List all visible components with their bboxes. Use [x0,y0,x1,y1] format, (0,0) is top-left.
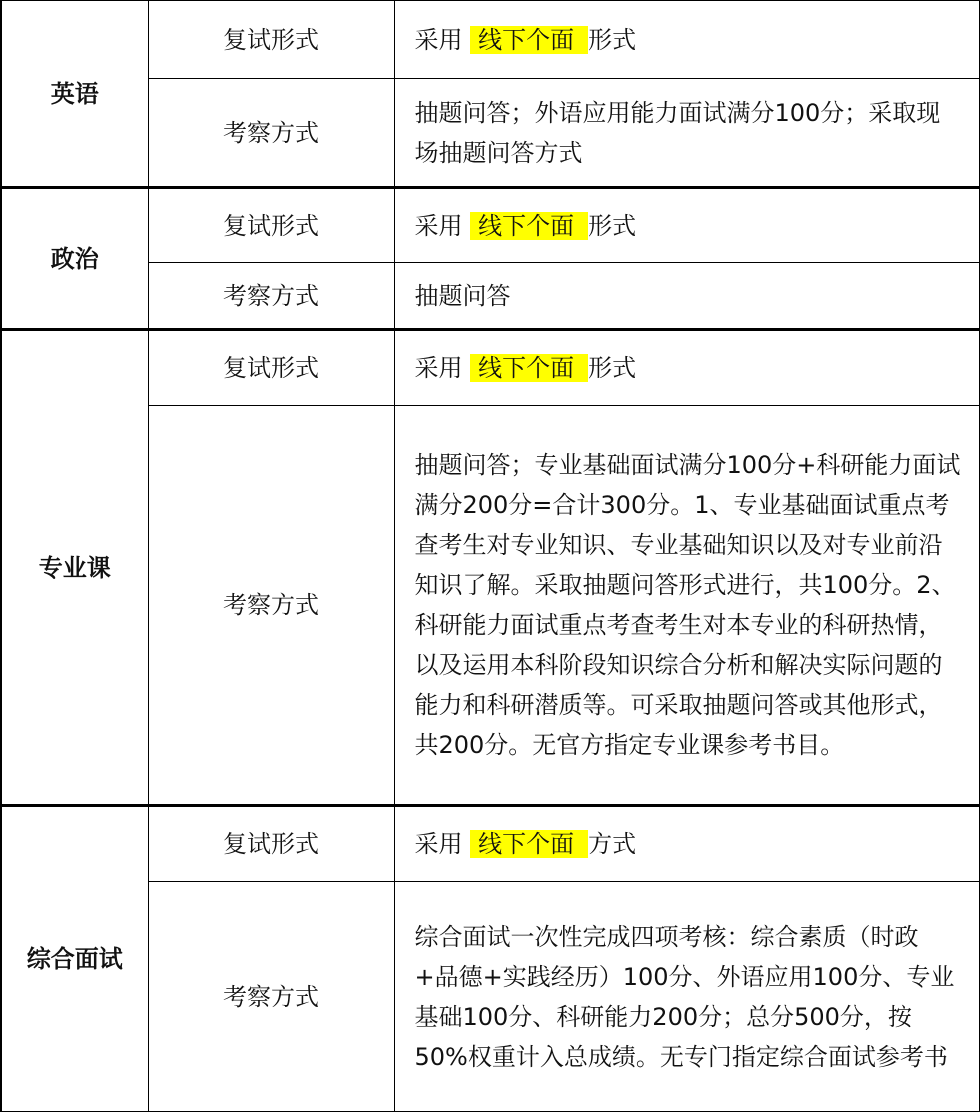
major-format-row [1,330,979,406]
format-prefix: 采用 [414,211,463,240]
politics-format-row [1,188,979,263]
format-prefix: 采用 [414,830,463,858]
format-cell [394,188,979,263]
format-suffix: 形式 [588,354,637,382]
subject-politics: 政治 [1,188,148,330]
format-label: 复试形式 [148,806,394,882]
format-label: 复试形式 [148,1,394,79]
format-cell [394,1,979,79]
highlighted-mode: 线下个面 [470,830,588,858]
format-prefix: 采用 [414,354,463,382]
english-format-row [1,1,979,79]
exam-method-text: 综合面试一次性完成四项考核：综合素质（时政+品德+实践经历）100分、外语应用100分、专业基础100分、科研能力200分；总分500分，按50%权重计入总成绩。无专门指定综合面试参考书 [394,882,979,1112]
format-cell [394,330,979,406]
subject-english: 英语 [1,1,148,188]
format-label: 复试形式 [148,188,394,263]
major-exam-row [1,406,979,806]
subject-comprehensive-interview: 综合面试 [1,806,148,1112]
interview-exam-row [1,882,979,1112]
english-exam-row [1,79,979,188]
highlighted-mode: 线下个面 [470,354,588,382]
highlighted-mode: 线下个面 [470,212,588,240]
exam-method-text: 抽题问答 [394,263,979,330]
format-suffix: 形式 [588,25,637,54]
subject-major-course: 专业课 [1,330,148,806]
exam-method-label: 考察方式 [148,263,394,330]
exam-method-text: 抽题问答；专业基础面试满分100分+科研能力面试满分200分=合计300分。1、专业基础面试重点考查考生对专业知识、专业基础知识以及对专业前沿知识了解。采取抽题问答形式进行，共100分。2、科研能力面试重点考查考生对本专业的科研热情，以及运用本科阶段知识综合分析和解决实际问题的能力和科研潜质等。可采取抽题问答或其他形式，共200分。无官方指定专业课参考书目。 [394,406,979,806]
format-prefix: 采用 [414,25,463,54]
interview-format-row [1,806,979,882]
highlighted-mode: 线下个面 [470,26,588,54]
format-cell [394,806,979,882]
exam-method-label: 考察方式 [148,882,394,1112]
politics-exam-row [1,263,979,330]
format-suffix: 方式 [588,830,637,858]
exam-method-label: 考察方式 [148,79,394,188]
exam-method-label: 考察方式 [148,406,394,806]
format-label: 复试形式 [148,330,394,406]
exam-method-text: 抽题问答；外语应用能力面试满分100分；采取现场抽题问答方式 [394,79,979,188]
format-suffix: 形式 [588,211,637,240]
